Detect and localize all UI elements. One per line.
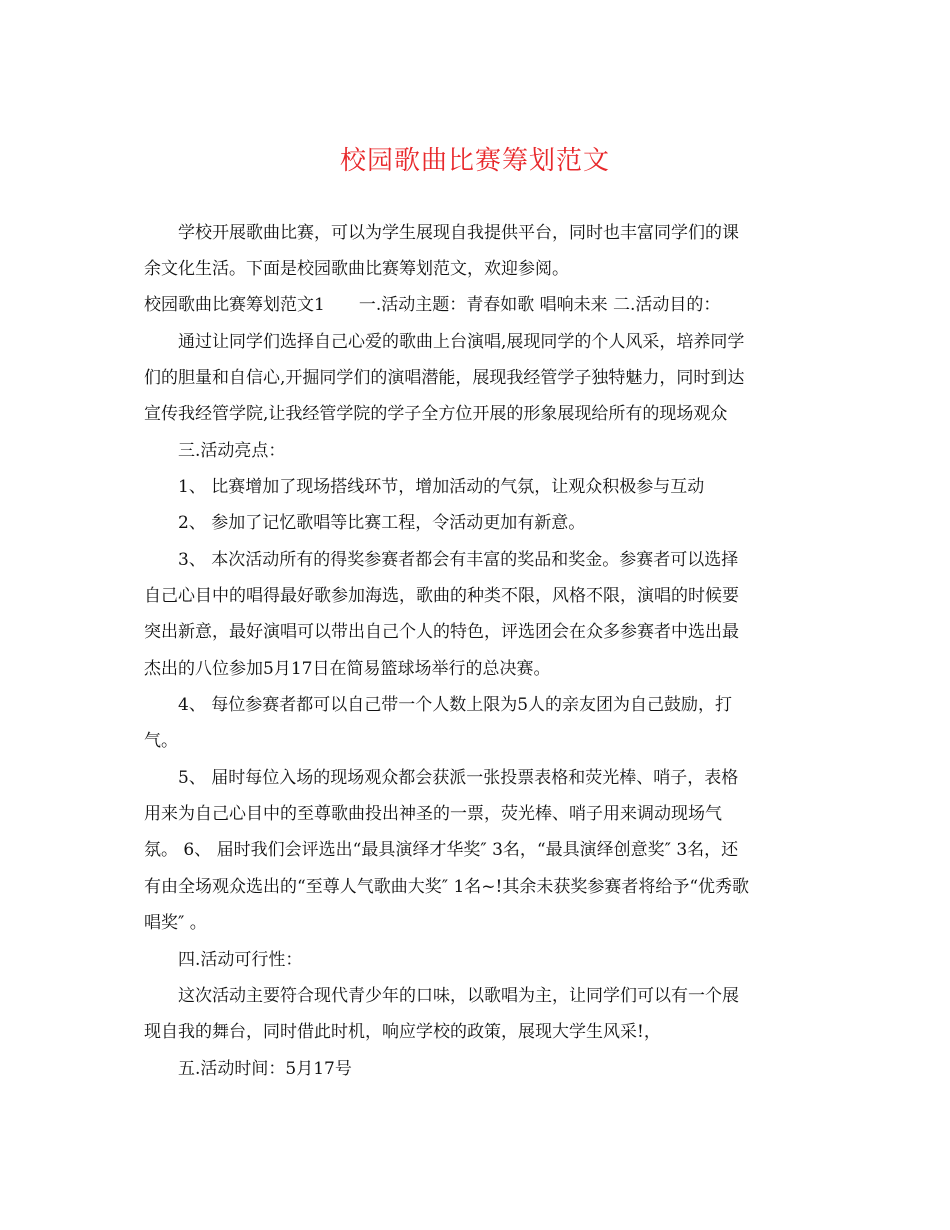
list-item: 3、 本次活动所有的得奖参赛者都会有丰富的奖品和奖金。参赛者可以选择 — [178, 550, 739, 570]
paragraph-line: 学校开展歌曲比赛，可以为学生展现自我提供平台，同时也丰富同学们的课 — [178, 223, 739, 243]
paragraph-line: 宣传我经管学院,让我经管学院的学子全方位开展的形象展现给所有的现场观众 — [144, 404, 728, 424]
list-item: 5、 届时每位入场的现场观众都会获派一张投票表格和荧光棒、哨子，表格 — [178, 768, 739, 788]
list-item: 2、 参加了记忆歌唱等比赛工程，令活动更加有新意。 — [178, 513, 586, 533]
document-title: 校园歌曲比赛筹划范文 — [339, 146, 610, 176]
paragraph-line: 们的胆量和自信心,开掘同学们的演唱潜能，展现我经管学子独特魅力，同时到达 — [144, 368, 745, 388]
paragraph-line: 杰出的八位参加5月17日在简易篮球场举行的总决赛。 — [144, 659, 551, 679]
list-item: 4、 每位参赛者都可以自己带一个人数上限为5人的亲友团为自己鼓励，打 — [178, 695, 733, 715]
paragraph-line: 余文化生活。下面是校园歌曲比赛筹划范文，欢迎参阅。 — [144, 259, 569, 279]
paragraph-line: 通过让同学们选择自己心爱的歌曲上台演唱,展现同学的个人风采，培养同学 — [178, 332, 745, 352]
paragraph-line: 突出新意，最好演唱可以带出自己个人的特色，评选团会在众多参赛者中选出最 — [144, 622, 739, 642]
paragraph-line: 这次活动主要符合现代青少年的口味，以歌唱为主，让同学们可以有一个展 — [178, 986, 739, 1006]
paragraph-line: 用来为自己心目中的至尊歌曲投出神圣的一票，荧光棒、哨子用来调动现场气 — [144, 804, 722, 824]
paragraph-line: 唱奖″ 。 — [144, 913, 207, 933]
section-heading: 四.活动可行性： — [178, 950, 303, 970]
paragraph-line: 自己心目中的唱得最好歌参加海选，歌曲的种类不限，风格不限，演唱的时候要 — [144, 586, 739, 606]
list-item: 1、 比赛增加了现场搭线环节，增加活动的气氛，让观众积极参与互动 — [178, 477, 705, 497]
paragraph-line: 氛。 6、 届时我们会评选出“最具演绎才华奖″ 3名，“最具演绎创意奖″ 3名，还 — [144, 840, 739, 860]
section-heading: 五.活动时间：5月17号 — [178, 1059, 352, 1079]
paragraph-line: 现自我的舞台，同时借此时机，响应学校的政策，展现大学生风采!， — [144, 1022, 661, 1042]
section-heading: 三.活动亮点： — [178, 441, 286, 461]
paragraph-line: 气。 — [144, 731, 178, 751]
paragraph-line: 校园歌曲比赛筹划范文1 一.活动主题：青春如歌 唱响未来 二.活动目的： — [144, 295, 721, 315]
paragraph-line: 有由全场观众选出的“至尊人气歌曲大奖″ 1名~!其余未获奖参赛者将给予“优秀歌 — [144, 877, 750, 897]
